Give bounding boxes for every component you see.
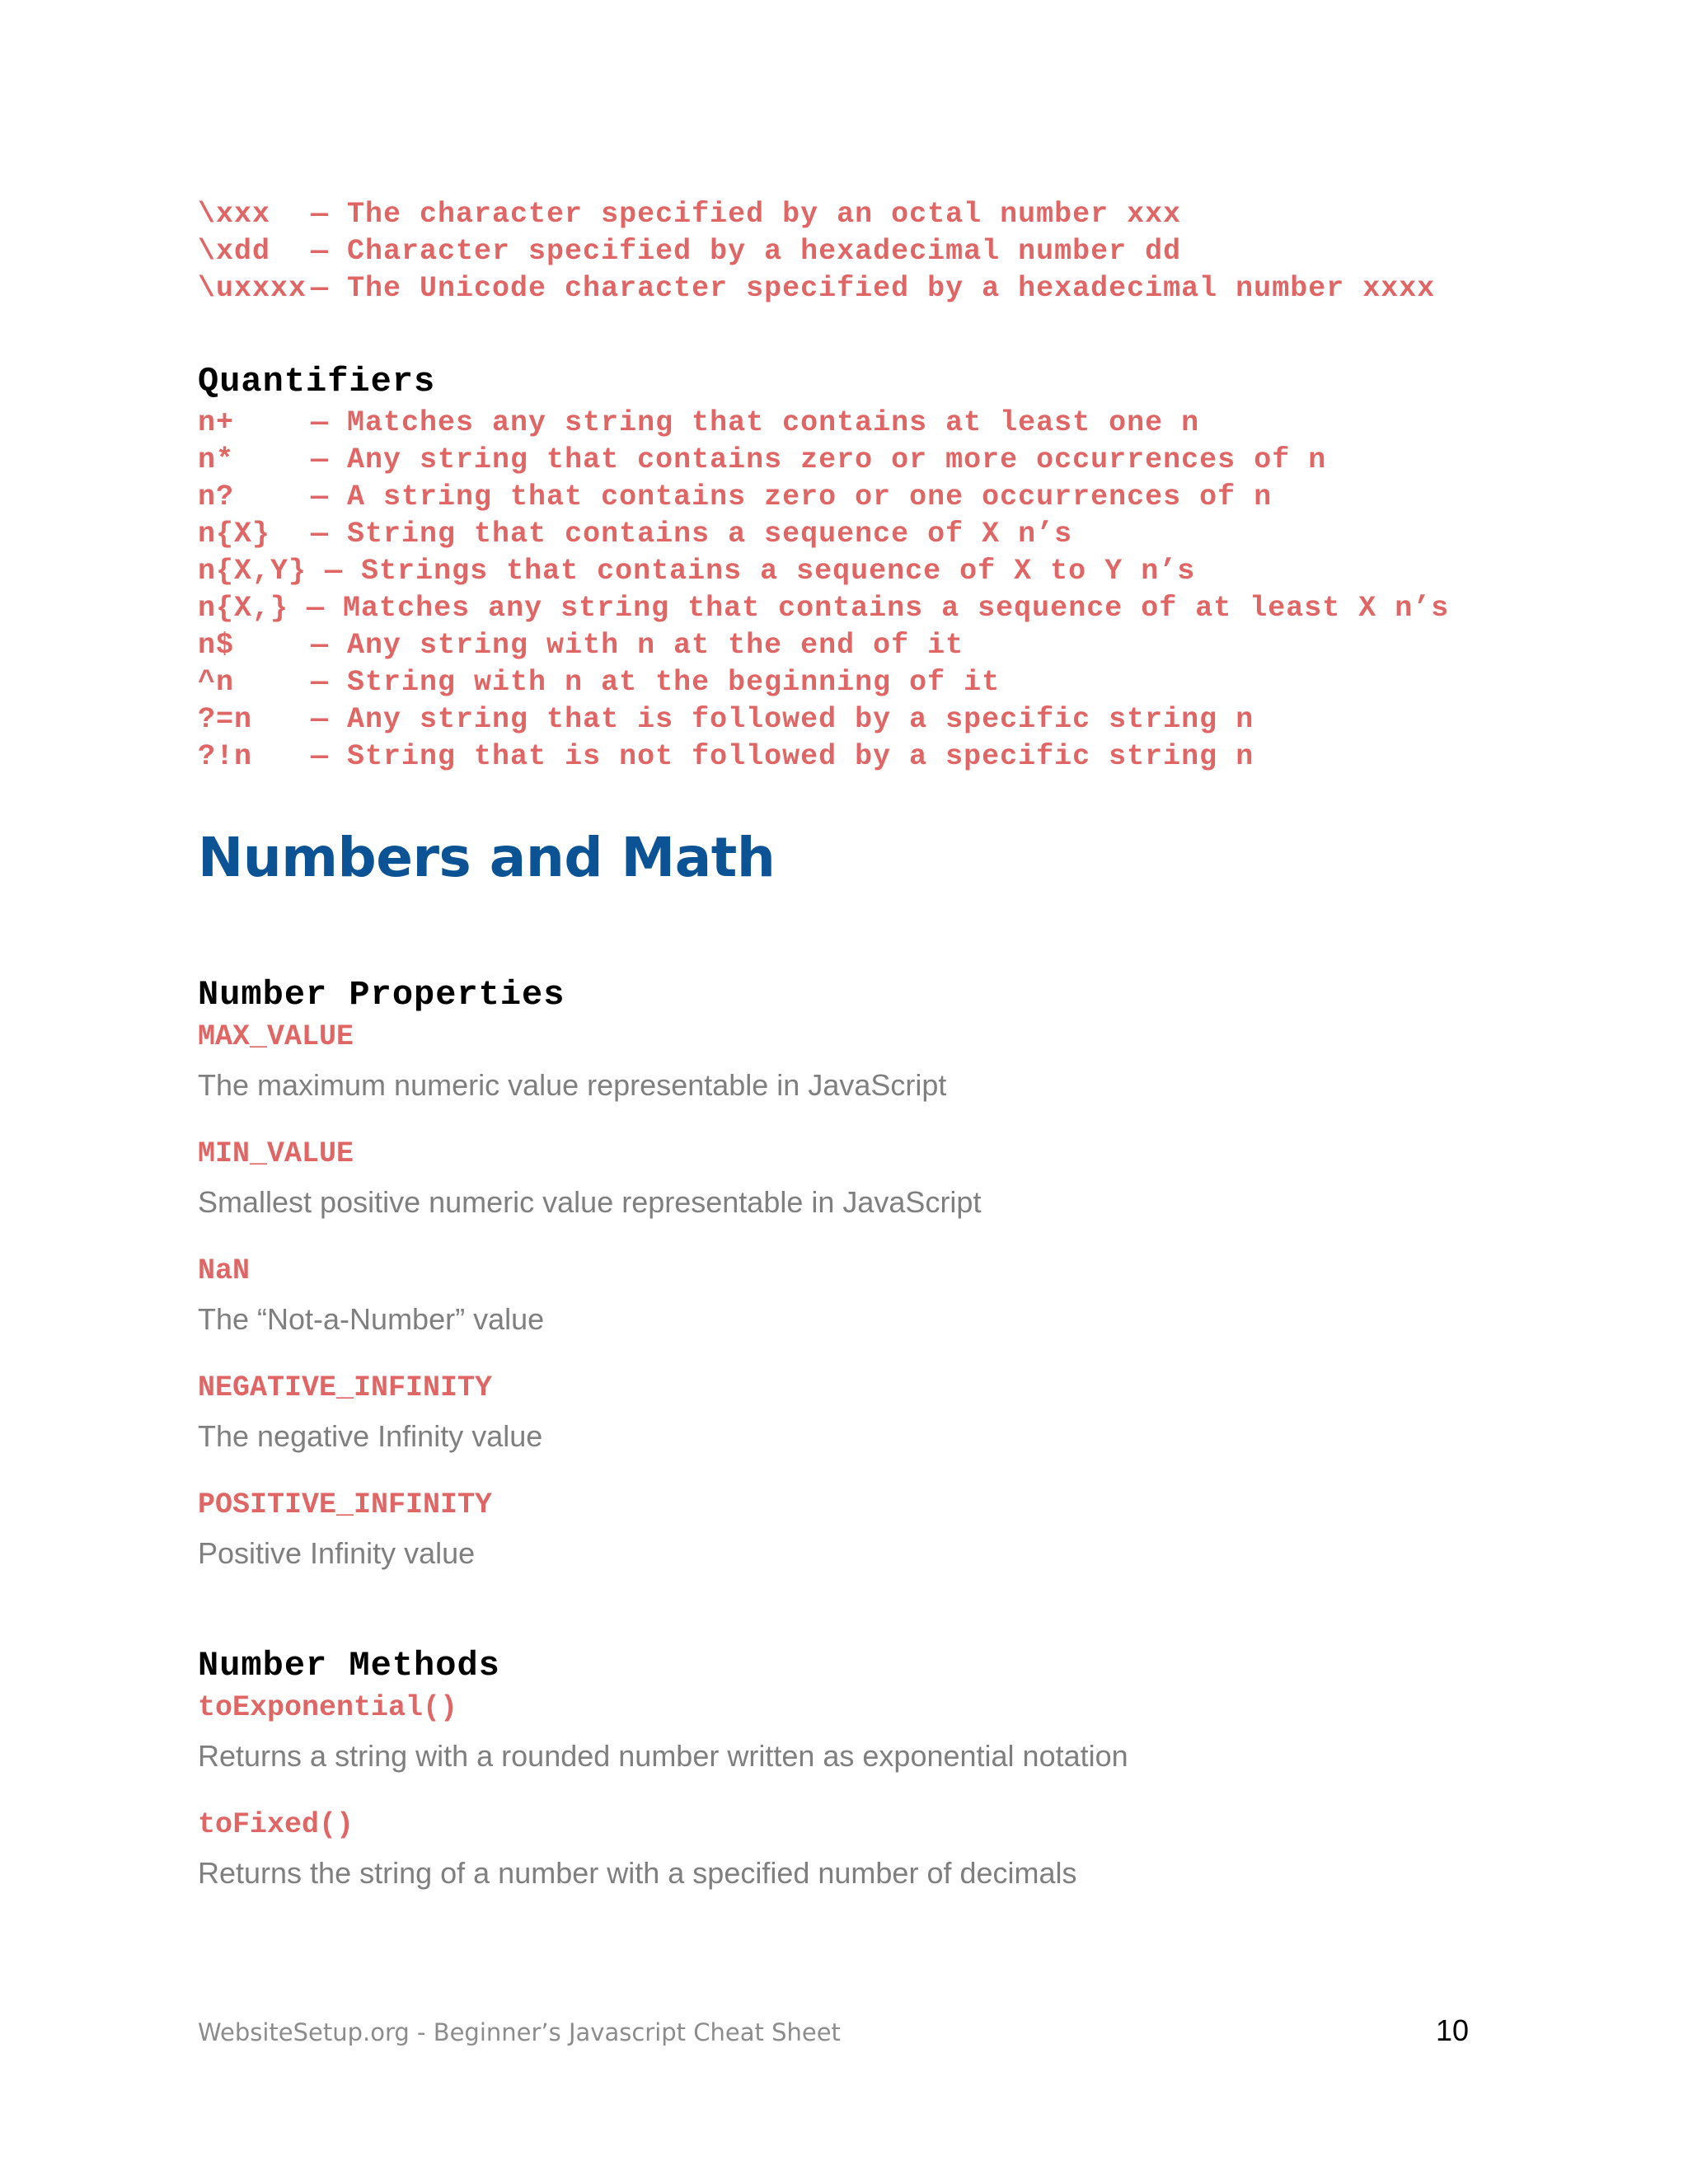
property-item [198,1135,1500,1222]
quantifier-key: n{X,} [198,592,289,625]
number-methods-heading: Number Methods [198,1646,500,1685]
escape-separator: — [293,272,348,305]
property-description: Smallest positive numeric value representable in JavaScript [198,1185,982,1219]
page-content [198,196,1500,1893]
property-name: POSITIVE_INFINITY [198,1488,493,1521]
section-title: Numbers and Math [198,826,776,889]
quantifier-line [198,738,1500,776]
quantifier-key: n$ [198,629,235,662]
page-number: 10 [1435,2013,1469,2047]
method-description: Returns the string of a number with a specified number of decimals [198,1856,1077,1890]
method-name: toFixed() [198,1808,354,1841]
quantifier-description: — String with n at the beginning of it [311,666,1001,699]
escape-description: The Unicode character specified by a hexadecimal number xxxx [347,272,1436,305]
escape-key: \uxxxx [198,272,307,305]
number-properties-list [198,1018,1500,1573]
method-item [198,1806,1500,1893]
quantifier-description: — A string that contains zero or one occurrences of n [311,480,1273,513]
escape-key: \xxx [198,198,271,231]
quantifier-description: — String that contains a sequence of X n’s [311,518,1073,551]
quantifier-line [198,516,1500,553]
property-description: The maximum numeric value representable in JavaScript [198,1068,947,1102]
property-name: MIN_VALUE [198,1137,354,1170]
quantifier-line [198,590,1500,627]
quantifier-line [198,442,1500,479]
quantifiers-heading: Quantifiers [198,362,436,401]
escape-key: \xdd [198,235,271,268]
quantifier-key: n+ [198,406,235,439]
quantifier-key: n{X,Y} [198,555,307,588]
property-item [198,1018,1500,1105]
footer-text: WebsiteSetup.org - Beginner’s Javascript Cheat Sheet [198,2018,841,2046]
quantifier-key: n? [198,480,235,513]
quantifier-line [198,701,1500,738]
quantifier-description: — Any string with n at the end of it [311,629,964,662]
quantifier-description: — Matches any string that contains at least one n [311,406,1200,439]
property-description: The “Not-a-Number” value [198,1302,545,1336]
property-name: NaN [198,1254,251,1287]
escape-separator: — [293,235,348,268]
property-item [198,1252,1500,1339]
escape-description: Character specified by a hexadecimal number dd [347,235,1182,268]
quantifier-line [198,664,1500,701]
quantifier-list [198,405,1500,776]
quantifier-description: — String that is not followed by a specific string n [311,740,1254,773]
quantifier-description: — Strings that contains a sequence of X to Y n’s [325,555,1196,588]
quantifier-line [198,479,1500,516]
property-item [198,1486,1500,1573]
property-description: The negative Infinity value [198,1419,543,1453]
method-description: Returns a string with a rounded number written as exponential notation [198,1739,1128,1773]
quantifier-description: — Any string that is followed by a specific string n [311,703,1254,736]
escape-sequence-list [198,196,1500,307]
property-name: NEGATIVE_INFINITY [198,1371,493,1404]
number-methods-list [198,1689,1500,1893]
property-description: Positive Infinity value [198,1536,476,1570]
quantifier-description: — Any string that contains zero or more occurrences of n [311,443,1327,476]
property-item [198,1369,1500,1456]
escape-description: The character specified by an octal number xxx [347,198,1182,231]
quantifier-key: n{X} [198,518,271,551]
quantifier-key: ^n [198,666,235,699]
escape-line [198,270,1500,307]
escape-line [198,196,1500,233]
quantifier-key: ?=n [198,703,253,736]
quantifier-line [198,627,1500,664]
method-item [198,1689,1500,1776]
quantifier-description: — Matches any string that contains a sequence of at least X n’s [307,592,1450,625]
method-name: toExponential() [198,1691,458,1724]
quantifier-line [198,405,1500,442]
quantifier-key: ?!n [198,740,253,773]
quantifier-line [198,553,1500,590]
quantifier-key: n* [198,443,235,476]
number-properties-heading: Number Properties [198,975,565,1015]
escape-separator: — [293,198,348,231]
property-name: MAX_VALUE [198,1020,354,1053]
escape-line [198,233,1500,270]
